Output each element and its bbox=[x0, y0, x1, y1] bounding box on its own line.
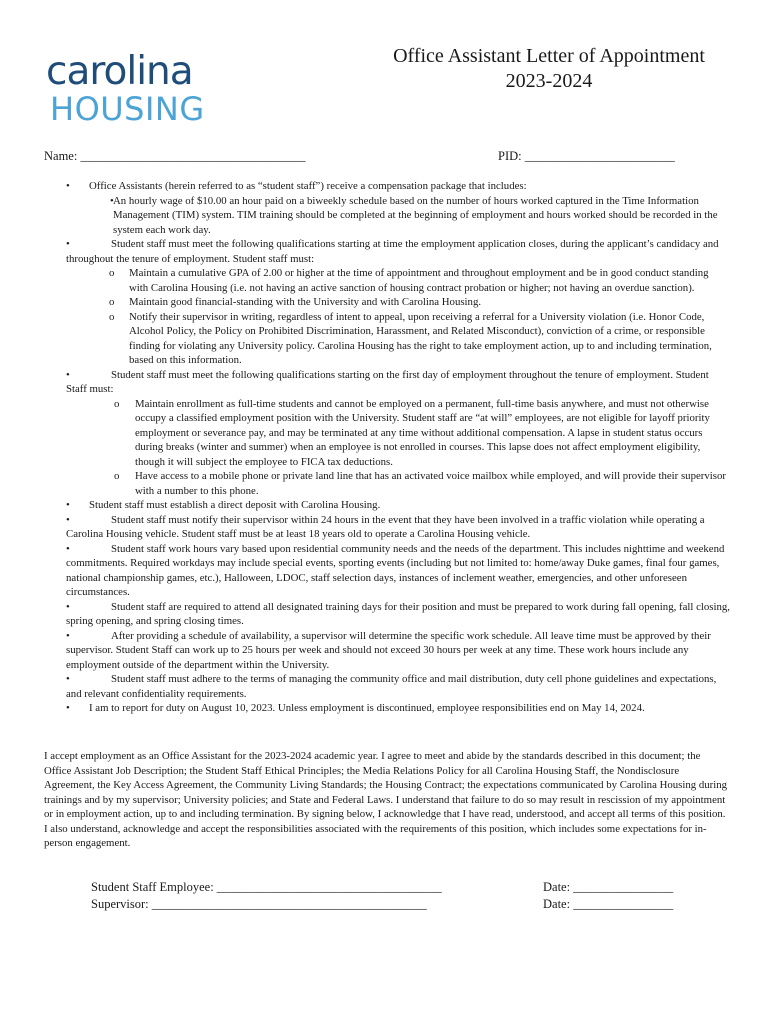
sub-list-item bbox=[44, 469, 730, 498]
bullet-icon: • bbox=[66, 513, 70, 526]
list-item-text: Maintain a cumulative GPA of 2.00 or higher at the time of appointment and throughout employment and be in good conduct standing with Carolina Housing (i.e. not having an active sanction of housing contract probation or higher; not having an overdue sanction). bbox=[129, 267, 709, 294]
circle-marker-icon: o bbox=[114, 397, 120, 410]
list-item-text: After providing a schedule of availability, a supervisor will determine the specific work schedule. All leave time must be approved by their supervisor. Student Staff can work up to 25 hours per week and should not exceed 30 hours per week at any time. These work hours include any employment outside of the department within the University. bbox=[66, 629, 711, 671]
supervisor-date-field[interactable]: Date: ________________ bbox=[543, 897, 674, 911]
list-item bbox=[44, 179, 730, 194]
circle-marker-icon: o bbox=[109, 267, 115, 279]
sub-list-item bbox=[44, 266, 730, 295]
list-item bbox=[44, 513, 730, 542]
list-item-text: Student staff must establish a direct deposit with Carolina Housing. bbox=[89, 499, 381, 511]
document-title bbox=[360, 44, 738, 94]
circle-marker-icon: o bbox=[109, 296, 115, 308]
terms-list bbox=[44, 179, 730, 716]
list-item-text: Student staff must notify their supervisor within 24 hours in the event that they have been involved in a traffic violation while operating a Carolina Housing vehicle. Student staff must be at least 18 years old to operate a Carolina Housing vehicle. bbox=[66, 513, 705, 540]
circle-marker-icon: o bbox=[114, 470, 120, 482]
list-item bbox=[44, 600, 730, 629]
bullet-icon: • bbox=[66, 600, 70, 613]
list-item-text: Maintain good financial-standing with the University and with Carolina Housing. bbox=[129, 296, 482, 308]
bullet-icon: • bbox=[110, 194, 114, 207]
bullet-icon: • bbox=[66, 238, 70, 250]
list-item-text: Maintain enrollment as full-time students and cannot be employed on a permanent, full-time basis anywhere, and must not otherwise occupy a classified employment position with the University. Student staff are “at will” employees, are not eligible for layoff priority employment or severance pay, and may be terminated at any time without additional compensation. A lapse in student status occurs during breaks (winter and summer) when an employee is not enrolled in courses. This lapse does not affect employment eligibility, though it will subject the employee to FICA tax deductions. bbox=[135, 397, 710, 468]
list-item-text: Office Assistants (herein referred to as “student staff”) receive a compensation package that includes: bbox=[89, 180, 527, 192]
list-item-text: Have access to a mobile phone or private land line that has an activated voice mailbox while employed, and will provide their supervisor with a number to this phone. bbox=[135, 470, 726, 497]
employee-signature-field[interactable]: Student Staff Employee: ____________________________________ bbox=[91, 880, 442, 894]
sub-list-item bbox=[44, 397, 730, 470]
title-line-2: 2023-2024 bbox=[505, 70, 593, 92]
list-item-text: I am to report for duty on August 10, 2023. Unless employment is discontinued, employee responsibilities end on May 14, 2024. bbox=[89, 702, 645, 714]
list-item bbox=[44, 542, 730, 600]
bullet-icon: • bbox=[66, 673, 70, 685]
list-item-text: Student staff are required to attend all designated training days for their position and must be prepared to work during fall opening, fall closing, spring opening, and spring closing times. bbox=[66, 600, 730, 627]
list-item bbox=[44, 498, 730, 513]
list-item-text: Student staff must meet the following qualifications starting on the first day of employment throughout the tenure of employment. Student Staff must: bbox=[66, 368, 709, 395]
bullet-icon: • bbox=[66, 368, 70, 381]
bullet-icon: • bbox=[66, 702, 70, 714]
supervisor-signature-field[interactable]: Supervisor: ____________________________________________ bbox=[91, 897, 427, 911]
list-item-text: Student staff must adhere to the terms of managing the community office and mail distribution, duty cell phone guidelines and expectations, and relevant confidentiality requirements. bbox=[66, 673, 717, 700]
list-item-text: An hourly wage of $10.00 an hour paid on a biweekly schedule based on the number of hours worked captured in the Time Information Management (TIM) system. TIM training should be completed at the beginning of employment and hours worked should be recorded in the system each work day. bbox=[113, 194, 718, 236]
sub-list-item bbox=[44, 310, 730, 368]
employee-date-field[interactable]: Date: ________________ bbox=[543, 880, 674, 894]
sub-list-item bbox=[44, 194, 730, 238]
list-item-text: Notify their supervisor in writing, regardless of intent to appeal, upon receiving a referral for a University violation (i.e. Honor Code, Alcohol Policy, the Policy on Prohibited Discrimination, Harassment, and Related Misconduct), conviction of a crime, or responsible finding for violating any University policy. Carolina Housing has the right to take employment action, up to and including termination, based on this information. bbox=[129, 310, 712, 366]
title-line-1: Office Assistant Letter of Appointment bbox=[393, 45, 705, 67]
bullet-icon: • bbox=[66, 499, 70, 511]
bullet-icon: • bbox=[66, 180, 70, 192]
acceptance-paragraph: I accept employment as an Office Assistant for the 2023-2024 academic year. I agree to meet and abide by the standards described in this document; the Office Assistant Job Description; the Student Staff Ethical Principles; the Media Relations Policy for all Carolina Housing Staff, the Nondisclosure Agreement, the Key Access Agreement, the Community Living Standards; the Housing Contract; the expectations communicated by Carolina Housing during trainings and by my supervisor; University policies; and State and Federal Laws. I understand that failure to do so may result in rescission of my appointment or in employment action, up to and including termination. By signing below, I acknowledge that I have read, understood, and accept all terms of this position. I also understand, acknowledge and accept the responsibilities associated with the requirements of this position, which includes some expectations for in-person engagement. bbox=[44, 750, 728, 849]
list-item bbox=[44, 368, 730, 397]
list-item bbox=[44, 237, 730, 266]
bullet-icon: • bbox=[66, 542, 70, 555]
list-item bbox=[44, 672, 730, 701]
logo-wordmark-carolina: carolina bbox=[46, 49, 193, 94]
logo-wordmark-housing: HOUSING bbox=[50, 90, 205, 128]
circle-marker-icon: o bbox=[109, 310, 115, 323]
list-item bbox=[44, 701, 730, 716]
list-item-text: Student staff must meet the following qualifications starting at time the employment application closes, during the applicant’s candidacy and throughout the tenure of employment. Student staff must: bbox=[66, 238, 719, 265]
list-item-text: Student staff work hours vary based upon residential community needs and the needs of the department. This includes nighttime and weekend commitments. Required workdays may include special events, sporting events (including but not limited to: home/away Duke games, final four games, national championship games, etc.), Halloween, LDOC, staff selection days, instances of inclement weather, emergencies, and other unforeseen circumstances. bbox=[66, 542, 725, 598]
pid-field[interactable]: PID: ________________________ bbox=[498, 149, 675, 163]
sub-list-item bbox=[44, 295, 730, 310]
carolina-housing-logo bbox=[46, 49, 205, 128]
name-field[interactable]: Name: ____________________________________ bbox=[44, 149, 306, 163]
list-item bbox=[44, 629, 730, 673]
bullet-icon: • bbox=[66, 629, 70, 642]
